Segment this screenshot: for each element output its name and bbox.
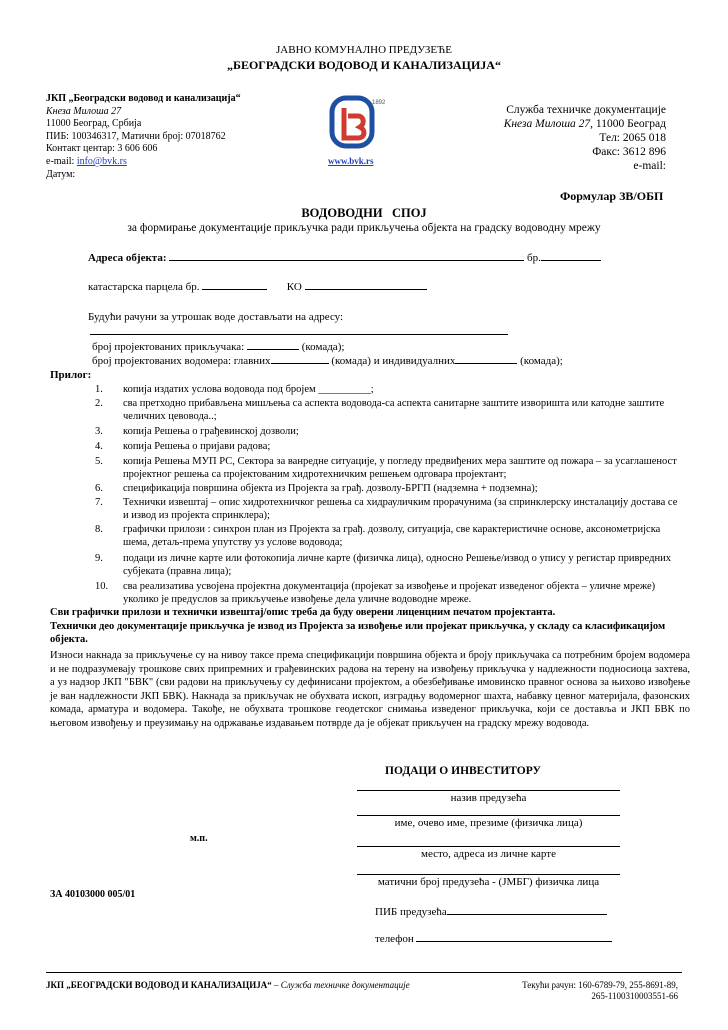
attachment-num: 3.	[95, 426, 103, 437]
investor-phone-input[interactable]	[416, 941, 612, 942]
investor-person-caption: име, очево име, презиме (физичка лица)	[394, 817, 583, 829]
connections-label: број пројектованих прикључака:	[92, 341, 245, 353]
notice-stamp: Сви графички прилози и технички извештај/опис треба да буду оверени лиценцним печатом пројектанта.	[50, 607, 556, 618]
header-line2: „БЕОГРАДСКИ ВОДОВОД И КАНАЛИЗАЦИЈА“	[227, 58, 501, 72]
form-subtitle: за формирање документације прикључка ради прикључења објекта на градску водоводну мрежу	[127, 222, 601, 234]
meters-label: број пројектованих водомера: главних	[92, 355, 271, 367]
address-input[interactable]	[169, 260, 524, 261]
attachment-num: 1.	[95, 384, 103, 395]
attachment-text: копија Решења о пријави радова;	[123, 441, 271, 452]
notice-technical: Технички део документације прикључка је извод из Пројекта за извођење или пројекат прикључка, у складу са класификацијом објекта.	[50, 621, 666, 645]
footer-company: ЈКП „БЕОГРАДСКИ ВОДОВОД И КАНАЛИЗАЦИЈА“	[46, 980, 272, 990]
logo-year: 1892	[372, 100, 386, 106]
investor-company-line[interactable]	[357, 790, 620, 791]
investor-phone-label: телефон	[375, 933, 414, 945]
company-name: ЈКП „Београдски водовод и канализација“	[46, 93, 241, 104]
ko-input[interactable]	[305, 289, 427, 290]
attachment-text: сва реализатива усвојена пројектна документација (пројекат за извођење и пројекат изведеног објекта – уличне мреже) уколико је предуслов за прикључење извођење дела уличне водоводне мреже.	[123, 581, 656, 605]
investor-pib-row	[375, 906, 625, 918]
service-address	[430, 117, 666, 131]
meters-unit-ind: (комада);	[520, 355, 563, 367]
service-email: e-mail:	[633, 160, 666, 172]
connections-input[interactable]	[247, 349, 299, 350]
company-contact: Контакт центар: 3 606 606	[46, 143, 158, 155]
company-email-label: e-mail:	[46, 155, 75, 167]
service-name: Служба техничке документације	[506, 104, 666, 116]
company-ids: ПИБ: 100346317, Матични број: 07018762	[46, 130, 226, 142]
investor-address-line[interactable]	[357, 846, 620, 847]
parcel-label: катастарска парцела бр.	[88, 281, 200, 293]
investor-heading: ПОДАЦИ О ИНВЕСТИТОРУ	[385, 765, 541, 777]
attachment-text: сва претходно прибављена мишљења са аспекта водовода-са аспекта санитарне заштите изворишта или катодне заштите челичних цевовода..;	[123, 398, 665, 422]
investor-id-caption: матични број предузећа - (ЈМБГ) физичка лица	[377, 876, 600, 888]
service-block	[430, 103, 666, 173]
footer-service: – Служба техничке документације	[271, 980, 410, 990]
attachment-num: 7.	[95, 497, 103, 508]
bvk-logo-icon	[328, 94, 388, 152]
address-row	[88, 252, 648, 264]
parcel-input[interactable]	[202, 289, 267, 290]
bills-label: Будући рачуни за утрошак воде достављати на адресу:	[88, 311, 344, 323]
attachments-label: Прилог:	[50, 369, 92, 381]
attachment-num: 5.	[95, 456, 103, 467]
meters-ind-input[interactable]	[455, 363, 517, 364]
stamp-label: м.п.	[190, 833, 208, 844]
attachment-text: спецификација површина објекта из Пројекта за грађ. дозволу-БРГП (надземна + подземна);	[123, 483, 538, 494]
bills-address-input[interactable]	[90, 324, 508, 335]
service-address-street: Кнеза Милоша 27,	[503, 118, 594, 130]
connections-unit: (комада);	[301, 341, 345, 353]
fees-paragraph: Износи накнада за прикључење су на нивоу таксе према спецификацији површина објекта и броју прикључака са потребним бројем водомера и не подразумевају трошкове свих припремних и грађевинских радова на терену на извођењу прикључка у надлежности подносиоца захтева, а уз надзор ЈКП "БВК" (сви радови на прикључењу су дефинисани пројектом, а обезбеђивање имовинско правног основа за њихово извођење је ван надлежности ЈКП БВК). Накнада за прикључак не обухвата ископ, изградњу водомерног шахта, набавку цевног материјала, фазонских комада, арматура и водомера. Такође, не обухвата трошкове геодетског снимања изведеног прикључка, који се доставља и ЈКП БВК по његовом извођењу и преузимању на одржавање издавањем потврде да је објекат прикључен на градску мрежу водовода.	[50, 650, 690, 729]
connections-row	[92, 341, 652, 353]
attachment-num: 6.	[95, 483, 103, 494]
document-code: ЗА 40103000 005/01	[50, 889, 136, 900]
meters-unit-main: (комада) и индивидуалних	[331, 355, 456, 367]
investor-company-caption: назив предузећа	[450, 792, 527, 804]
service-tel: Тел: 2065 018	[599, 132, 666, 144]
attachment-text: подаци из личне карте или фотокопија личне карте (физичка лица), односно Решење/извод о упису у регистар привредних субјеката (правна лица);	[123, 553, 671, 577]
attachment-num: 8.	[95, 524, 103, 535]
attachment-num: 9.	[95, 553, 103, 564]
service-fax: Факс: 3612 896	[592, 146, 666, 158]
footer-account-1: Текући рачун: 160-6789-79, 255-8691-89,	[522, 980, 678, 990]
company-email-row	[46, 156, 326, 169]
investor-address-caption: место, адреса из личне карте	[421, 848, 556, 860]
attachment-text: копија издатих услова водовода под бројем __________;	[123, 384, 374, 395]
footer-right	[480, 980, 678, 1002]
footer-left	[46, 980, 410, 990]
footer-rule	[46, 972, 682, 973]
ko-label: КО	[286, 281, 302, 293]
attachment-num: 2.	[95, 398, 103, 409]
footer-account-2: 265-1100310003551-66	[591, 991, 678, 1001]
company-city: 11000 Београд, Србија	[46, 118, 142, 130]
attachment-text: копија Решења МУП РС, Сектора за ванредне ситуације, у погледу предвиђених мера заштите од пожара – за усаглашеност пројектног решења са пројектованим хидротехничким решењем одговара пројектант;	[123, 456, 677, 480]
bvk-logo	[328, 94, 388, 154]
attachment-text: Технички извештај – опис хидротехничког решења са хидрауличким прорачунима (за спринклерску инсталацију достава се и извод из пројекта спринклера);	[123, 497, 678, 521]
number-label: бр.	[527, 252, 541, 264]
logo-url[interactable]: www.bvk.rs	[328, 156, 374, 166]
investor-pib-input[interactable]	[447, 914, 607, 915]
attachment-text: графички прилози : синхрон план из Пројекта за грађ. дозволу, ситуација, све карактеристичне основе, аксонометријска шема, детаљ-према упутству уз услове водовода;	[123, 524, 661, 548]
company-email-link[interactable]: info@bvk.rs	[76, 155, 127, 167]
meters-main-input[interactable]	[271, 363, 329, 364]
attachment-num: 4.	[95, 441, 103, 452]
investor-pib-label: ПИБ предузећа	[375, 906, 447, 918]
company-date-label: Датум:	[46, 168, 76, 180]
address-label: Адреса објекта:	[88, 252, 167, 264]
form-code: Формулар ЗВ/ОБП	[560, 189, 664, 203]
company-street: Кнеза Милоша 27	[46, 105, 122, 117]
attachment-num: 10.	[95, 581, 109, 592]
investor-phone-row	[375, 933, 625, 945]
form-title: ВОДОВОДНИ СПОЈ	[301, 206, 427, 220]
header-line1: ЈАВНО КОМУНАЛНО ПРЕДУЗЕЋЕ	[276, 44, 452, 56]
attachment-text: копија Решења о грађевинској дозволи;	[123, 426, 299, 437]
investor-person-line[interactable]	[357, 815, 620, 816]
meters-row	[92, 355, 692, 367]
investor-id-line[interactable]	[357, 874, 620, 875]
company-block	[46, 93, 326, 181]
parcel-row	[88, 281, 508, 293]
number-input[interactable]	[541, 260, 601, 261]
service-address-city: 11000 Београд	[593, 118, 666, 130]
